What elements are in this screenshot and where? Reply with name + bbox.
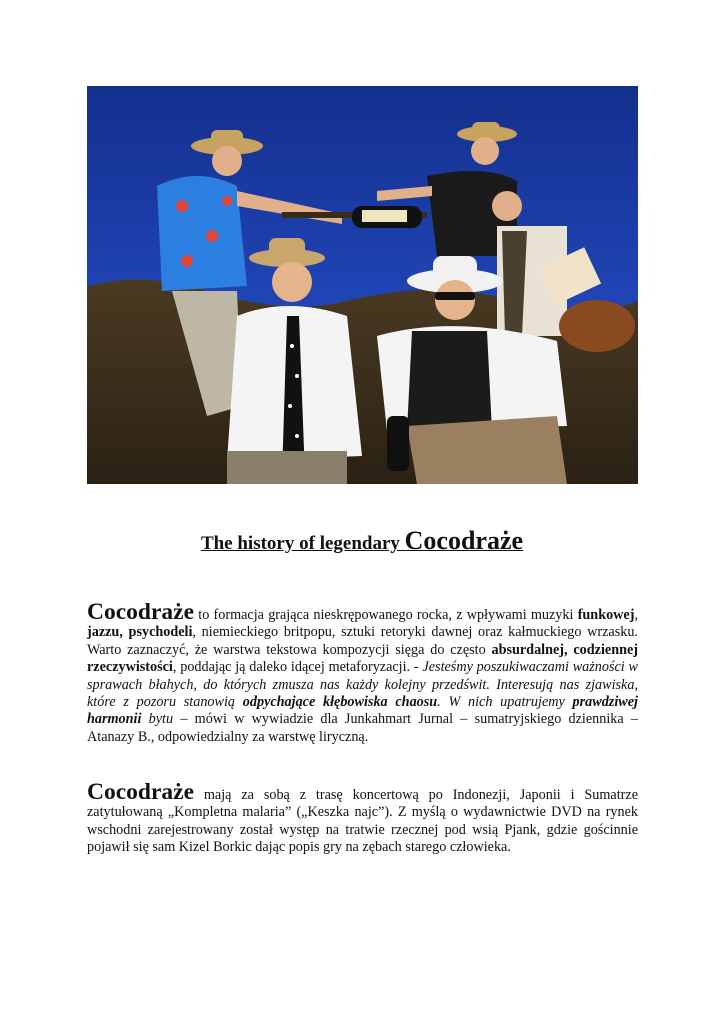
bold-term: absurdalnej, codziennej rzeczywistości bbox=[87, 641, 638, 676]
text-segment: , niemieckiego britpopu, sztuki retoryki dawnej oraz kałmuckiego wrzasku. Warto zaznaczyć, że warstwa tekstowa kompozycji sięga do często bbox=[87, 624, 638, 658]
band-photo bbox=[87, 86, 638, 484]
quote-bold-term: prawdziwej harmonii bbox=[87, 694, 638, 728]
page-title bbox=[0, 526, 724, 556]
quote-bold-term: odpychające kłębowiska chaosu bbox=[242, 694, 438, 711]
bold-term: funkowej bbox=[577, 607, 635, 623]
paragraph-tour bbox=[87, 779, 638, 857]
text-segment: , poddając ją daleko idącej metaforyzacji. - bbox=[172, 659, 423, 676]
title-prefix: The history of legendary bbox=[200, 533, 405, 554]
band-name-lead: Cocodraże bbox=[87, 599, 195, 625]
text-segment: mają za sobą z trasę koncertową po Indonezji, Japonii i Sumatrze zatytułowaną „Kompletna malaria” („Keszka najc”). Z myślą o wydawnictwie DVD na rynek wschodni zarejestrowany został występ na tratwie rzecznej pod wsią Pjank, gdzie gościnnie pojawił się sam Kizel Borkic dając popis gry na zębach starego człowieka. bbox=[87, 787, 638, 856]
band-name-lead: Cocodraże bbox=[87, 779, 195, 805]
text-segment: to formacja grająca nieskrępowanego rocka, z wpływami muzyki bbox=[194, 607, 578, 623]
quote-segment: Jesteśmy poszukiwaczami ważności w sprawach błahych, do których zmusza nas każdy kolejny przedświt. Interesują nas zjawiska, które z pozoru stanowią bbox=[87, 659, 638, 711]
text-segment: , bbox=[634, 607, 638, 623]
text-segment: – mówi w wywiadzie dla Junkahmart Jurnal – sumatryjskiego dziennika – Atanazy B., odpowiedzialny za warstwę liryczną. bbox=[87, 711, 638, 745]
bold-term: jazzu, psychodeli bbox=[87, 624, 193, 641]
title-band-name: Cocodraże bbox=[404, 526, 524, 555]
quote-segment: . W nich upatrujemy bbox=[437, 694, 573, 711]
quote-segment: bytu bbox=[141, 711, 174, 728]
paragraph-intro bbox=[87, 599, 638, 746]
